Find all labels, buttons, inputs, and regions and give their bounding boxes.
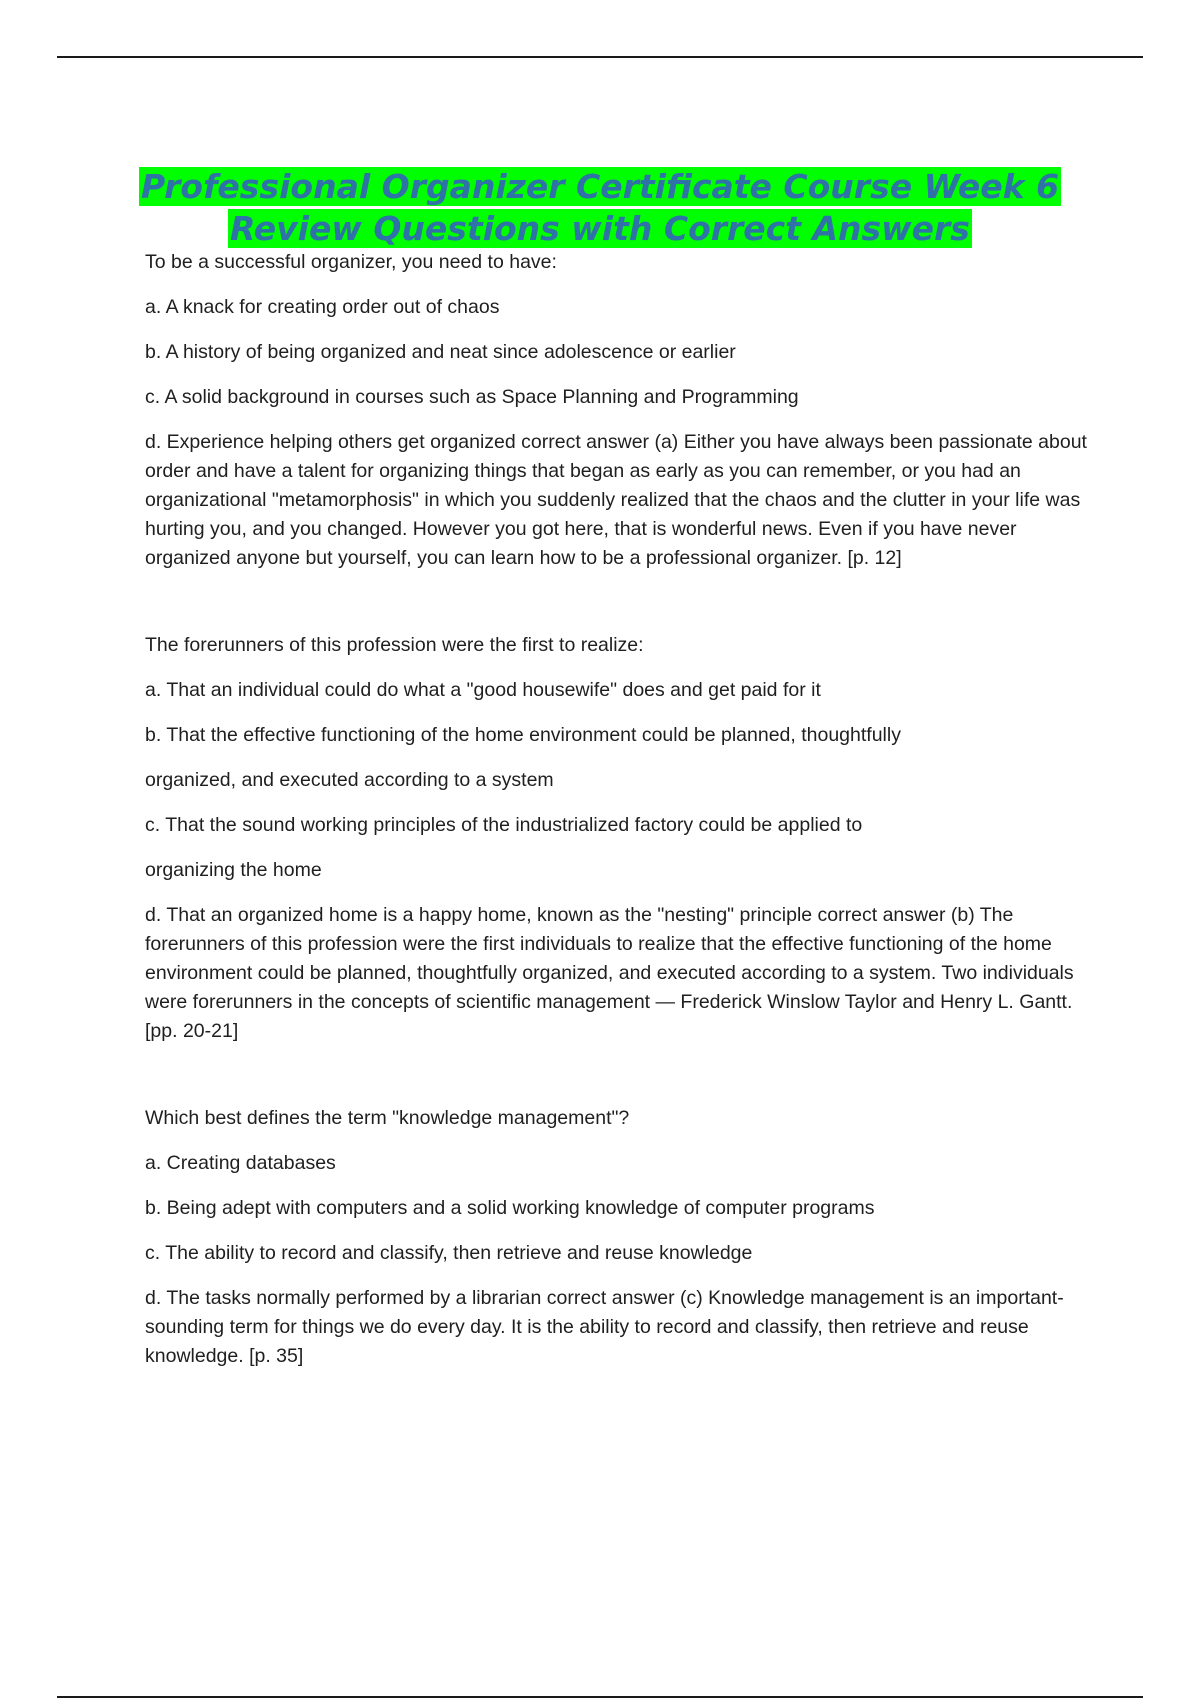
question-prompt: Which best defines the term "knowledge management"? <box>145 1107 630 1129</box>
answer-option: a. A knack for creating order out of chaos <box>145 296 500 318</box>
answer-option: b. Being adept with computers and a solid working knowledge of computer programs <box>145 1197 875 1219</box>
answer-option: b. A history of being organized and neat since adolescence or earlier <box>145 341 736 363</box>
answer-option: c. A solid background in courses such as Space Planning and Programming <box>145 386 799 408</box>
question-prompt: To be a successful organizer, you need to have: <box>145 251 557 273</box>
question-3 <box>145 1104 1095 1371</box>
answer-option: b. That the effective functioning of the home environment could be planned, thoughtfully <box>145 724 901 746</box>
answer-option-with-explanation: d. The tasks normally performed by a librarian correct answer (c) Knowledge management is an important-sounding term for things we do every day. It is the ability to record and classify, then retrieve and reuse knowledge. [p. 35] <box>145 1287 1064 1367</box>
document-body <box>145 248 1095 1429</box>
answer-option: a. That an individual could do what a "good housewife" does and get paid for it <box>145 679 821 701</box>
question-2 <box>145 631 1095 1046</box>
question-1 <box>145 248 1095 573</box>
title-line-2: Review Questions with Correct Answers <box>230 209 970 248</box>
title-line-1: Professional Organizer Certificate Course Week 6 <box>140 167 1060 206</box>
answer-option: c. That the sound working principles of the industrialized factory could be applied to <box>145 814 863 836</box>
bottom-rule <box>57 1696 1143 1698</box>
answer-option-continuation: organized, and executed according to a system <box>145 769 554 791</box>
answer-option-with-explanation: d. Experience helping others get organized correct answer (a) Either you have always been passionate about order and have a talent for organizing things that began as early as you can remember, or you had an organizational "metamorphosis" in which you suddenly realized that the chaos and the clutter in your life was hurting you, and you changed. However you got here, that is wonderful news. Even if you have never organized anyone but yourself, you can learn how to be a professional organizer. [p. 12] <box>145 431 1087 569</box>
answer-option-with-explanation: d. That an organized home is a happy home, known as the "nesting" principle correct answer (b) The forerunners of this profession were the first individuals to realize that the effective functioning of the home environment could be planned, thoughtfully organized, and executed according to a system. Two individuals were forerunners in the concepts of scientific management — Frederick Winslow Taylor and Henry L. Gantt. [pp. 20-21] <box>145 904 1074 1042</box>
document-title <box>57 166 1143 250</box>
answer-option: c. The ability to record and classify, then retrieve and reuse knowledge <box>145 1242 753 1264</box>
answer-option: a. Creating databases <box>145 1152 336 1174</box>
question-prompt: The forerunners of this profession were the first to realize: <box>145 634 644 656</box>
top-rule <box>57 56 1143 58</box>
answer-option-continuation: organizing the home <box>145 859 322 881</box>
